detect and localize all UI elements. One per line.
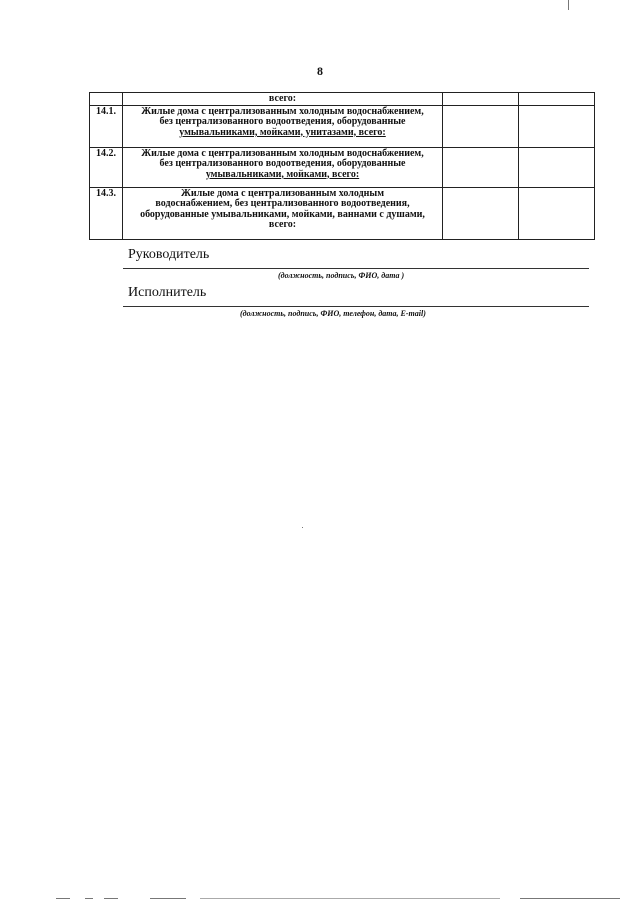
- row-description: [123, 93, 443, 106]
- executor-signature-line: [123, 306, 589, 307]
- row-number: 14.1.: [90, 105, 123, 147]
- row-description: [123, 187, 443, 239]
- table-row: [90, 93, 595, 106]
- row-description-line: оборудованные умывальниками, мойками, ваннами с душами,: [140, 208, 425, 220]
- row-description-line: умывальниками, мойками, унитазами, всего:: [179, 126, 386, 138]
- scan-mark: [150, 898, 186, 899]
- value-cell: [519, 93, 595, 106]
- head-signature-line: [123, 268, 589, 269]
- scan-mark: [520, 898, 620, 899]
- scan-mark: [56, 898, 70, 899]
- value-cell: [443, 187, 519, 239]
- row-description-line: умывальниками, мойками, всего:: [205, 168, 360, 180]
- row-description-line: Жилые дома с централизованным холодным водоснабжением,: [141, 147, 424, 159]
- row-description-line: без централизованного водоотведения, оборудованные: [159, 116, 406, 127]
- table-row: [90, 105, 595, 147]
- executor-signature-hint: (должность, подпись, ФИО, телефон, дата, E-mail): [240, 309, 426, 318]
- row-description-line: водоснабжением, без централизованного водоотведения,: [155, 198, 410, 209]
- value-cell: [519, 187, 595, 239]
- row-description-line: всего:: [268, 93, 297, 104]
- value-cell: [443, 147, 519, 187]
- report-table: [89, 92, 595, 240]
- page-number: 8: [317, 64, 323, 78]
- value-cell: [519, 147, 595, 187]
- value-cell: [443, 105, 519, 147]
- value-cell: [443, 93, 519, 106]
- scan-mark: [200, 898, 500, 899]
- row-description-line: всего:: [268, 219, 297, 230]
- row-number: 14.2.: [90, 147, 123, 187]
- scan-mark: [302, 527, 303, 528]
- row-description: [123, 105, 443, 147]
- row-number: [90, 93, 123, 106]
- executor-signature-label: Исполнитель: [128, 285, 207, 300]
- row-description: [123, 147, 443, 187]
- table-row: [90, 187, 595, 239]
- head-signature-hint: (должность, подпись, ФИО, дата ): [278, 271, 405, 280]
- row-description-line: Жилые дома с централизованным холодным: [180, 187, 385, 199]
- scan-mark: [104, 898, 118, 899]
- scan-mark: [85, 898, 93, 899]
- scan-mark: [568, 0, 569, 10]
- head-signature-label: Руководитель: [128, 247, 210, 262]
- row-description-line: Жилые дома с централизованным холодным водоснабжением,: [141, 105, 424, 117]
- row-number: 14.3.: [90, 187, 123, 239]
- value-cell: [519, 105, 595, 147]
- row-description-line: без централизованного водоотведения, оборудованные: [159, 158, 406, 169]
- table-row: [90, 147, 595, 187]
